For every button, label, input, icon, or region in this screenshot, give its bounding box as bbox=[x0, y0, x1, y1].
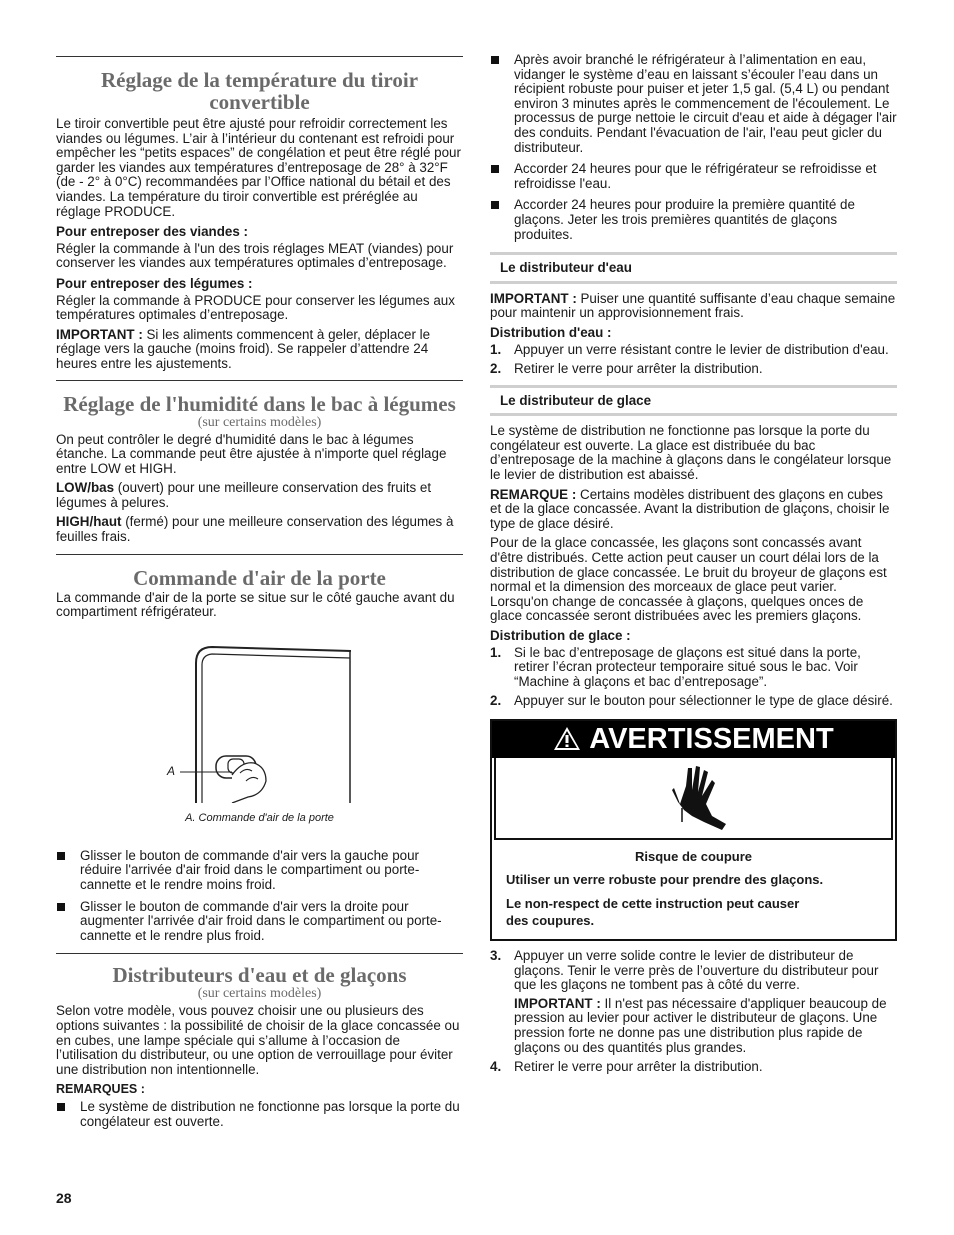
step-text: Retirer le verre pour arrêter la distribution. bbox=[514, 361, 763, 377]
warning-title bbox=[492, 721, 895, 758]
step-text: Appuyer un verre solide contre le levier de distributeur de glaçons. Tenir le verre près de l’ouverture du distributeur pour que les glaçons ne tombent pas à côté du verre. bbox=[514, 947, 879, 993]
list-item bbox=[490, 53, 897, 155]
warning-triangle-icon bbox=[553, 726, 581, 751]
divider bbox=[56, 953, 463, 954]
important-label: IMPORTANT : bbox=[514, 995, 601, 1011]
bullet-square-icon bbox=[57, 1103, 65, 1111]
section-subtitle: (sur certains modèles) bbox=[197, 986, 322, 1002]
step-number: 2. bbox=[490, 693, 502, 709]
paragraph bbox=[56, 328, 463, 372]
page-number: 28 bbox=[56, 1190, 72, 1206]
bullet-text: Accorder 24 heures pour que le réfrigérateur se refroidisse et refroidisse l'eau. bbox=[514, 161, 877, 191]
section-title-humidity: Réglage de l'humidité dans le bac à légumes bbox=[63, 391, 456, 416]
important-label: IMPORTANT : bbox=[490, 290, 577, 306]
bullet-square-icon bbox=[57, 852, 65, 860]
subheading: Pour entreposer des légumes : bbox=[56, 275, 253, 291]
list-item bbox=[490, 362, 897, 377]
warning-line: Le non-respect de cette instruction peut causer des coupures. bbox=[506, 895, 800, 928]
divider bbox=[56, 56, 463, 57]
warning-icon-panel bbox=[494, 758, 893, 840]
low-text: (ouvert) pour une meilleure conservation des fruits et légumes à pelures. bbox=[56, 480, 432, 510]
paragraph: Pour de la glace concassée, les glaçons sont concassés avant d'être distribués. Cette action peut causer un court délai lors de la distribution de glace concassée. Le bruit du broyeur de glaçons est normal et la dimension des morceaux de glace peut varier. Lorsqu'on change de concassée à glaçons, quelques onces de glace concassée seront distribuées avec les premiers glaçons. bbox=[490, 535, 887, 624]
step-number: 1. bbox=[490, 341, 502, 357]
low-label: LOW/bas bbox=[56, 480, 115, 496]
list-item bbox=[490, 162, 897, 191]
paragraph bbox=[490, 488, 897, 532]
subheading: Pour entreposer des viandes : bbox=[56, 224, 248, 240]
bullet-square-icon bbox=[491, 56, 499, 64]
list-item bbox=[490, 343, 897, 358]
paragraph: La commande d'air de la porte se situe sur le côté gauche avant du compartiment réfrigérateur. bbox=[56, 589, 455, 620]
remark-text: Certains modèles distribuent des glaçons en cubes et de la glace concassée. Avant la distribution de glaçons, choisir le type de glace désiré. bbox=[490, 486, 890, 531]
door-air-illustration bbox=[56, 625, 463, 803]
cut-hand-icon bbox=[662, 764, 732, 834]
section-title-dispensers: Distributeurs d'eau et de glaçons bbox=[112, 963, 407, 988]
bullet-text: Après avoir branché le réfrigérateur à l’alimentation en eau, vidanger le système d’eau en laissant s’écouler l’eau dans un récipient robuste pour puiser et jeter 1,5 gal. (5,4 L) ou pendant environ 3 minutes après le commencement de l'écoulement. Le processus de purge nettoie le circuit d'eau et aide à dégager l'air des conduits. Pendant l'évacuation de l'air, l'eau peut gicler du distributeur. bbox=[514, 52, 897, 155]
list-item bbox=[490, 1060, 897, 1075]
section-title-door-air: Commande d'air de la porte bbox=[133, 565, 386, 590]
important-text: Il n'est pas nécessaire d'appliquer beaucoup de pression au levier pour activer le distributeur de glaçons. Une pression forte ne donne pas une distribution plus rapide de glaçons ou des quantités plus grandes. bbox=[514, 995, 887, 1055]
high-label: HIGH/haut bbox=[56, 514, 122, 530]
list-item bbox=[56, 849, 463, 893]
paragraph: Régler la commande à PRODUCE pour conserver les légumes aux températures optimales d’entreposage. bbox=[56, 292, 455, 323]
paragraph: Le tiroir convertible peut être ajusté pour refroidir correctement les viandes ou légumes. L’air à l’intérieur du contenant est refroidi pour empêcher les “petits espaces” de congélation et peut être réglé pour garder les viandes aux températures d’entreposage de 28° à 32°F (de - 2° à 0°C) recommandées par l’Office national du bétail et des viandes. La température du tiroir convertible est préréglée au réglage PRODUCE. bbox=[56, 116, 461, 219]
subheading: Distribution de glace : bbox=[490, 628, 631, 643]
list-item bbox=[490, 198, 897, 242]
left-column bbox=[56, 0, 463, 1136]
list-item bbox=[56, 900, 463, 944]
paragraph bbox=[56, 515, 463, 544]
figure-caption: A. Commande d'air de la porte bbox=[185, 811, 334, 824]
paragraph: Régler la commande à l'un des trois réglages MEAT (viandes) pour conserver les viandes aux températures optimales d’entreposage. bbox=[56, 240, 454, 271]
step-number: 1. bbox=[490, 644, 502, 660]
important-label: IMPORTANT : bbox=[56, 326, 143, 342]
paragraph bbox=[56, 481, 463, 510]
step-text: Si le bac d’entreposage de glaçons est situé dans la porte, retirer l’écran protecteur temporaire situé sous le bac. Voir “Machine à glaçons et bac d’entreposage”. bbox=[514, 644, 861, 689]
bullet-square-icon bbox=[57, 903, 65, 911]
door-air-figure bbox=[56, 625, 463, 824]
remarks-heading: REMARQUES : bbox=[56, 1082, 145, 1097]
step-number: 4. bbox=[490, 1059, 502, 1075]
paragraph: Selon votre modèle, vous pouvez choisir une ou plusieurs des options suivantes : la possibilité de choisir de la glace concassée ou en cubes, une lampe spéciale qui s’allume à l’occasion de l’utilisation du distributeur, ou une option de verrouillage pour éviter une distribution non intentionnelle. bbox=[56, 1003, 460, 1077]
paragraph: Le système de distribution ne fonctionne pas lorsque la porte du congélateur est ouverte. La glace est distribuée du bac d’entreposage de la machine à glaçons dans le congélateur lorsque le levier de distribution est abaissé. bbox=[490, 423, 892, 483]
bullet-text: Glisser le bouton de commande d'air vers la gauche pour réduire l'arrivée d'air froid dans le compartiment ou porte-cannette et le rendre moins froid. bbox=[80, 847, 420, 893]
high-text: (fermé) pour une meilleure conservation des légumes à feuilles frais. bbox=[56, 514, 454, 545]
warning-body bbox=[492, 840, 895, 939]
bullet-text: Glisser le bouton de commande d'air vers la droite pour augmenter l'arrivée d'air froid dans le compartiment ou porte-cannette et le rendre plus froid. bbox=[80, 898, 442, 943]
bullet-square-icon bbox=[491, 165, 499, 173]
step-text: Appuyer un verre résistant contre le levier de distribution d'eau. bbox=[514, 341, 889, 357]
divider bbox=[56, 380, 463, 381]
warning-line: Utiliser un verre robuste pour prendre des glaçons. bbox=[506, 871, 824, 887]
step-text: Appuyer sur le bouton pour sélectionner le type de glace désiré. bbox=[514, 693, 893, 709]
subheading: Distribution d'eau : bbox=[490, 324, 612, 340]
remark-label: REMARQUE : bbox=[490, 486, 577, 502]
subsection-title-ice: Le distributeur de glace bbox=[490, 385, 897, 417]
divider bbox=[56, 554, 463, 555]
subsection-title-water: Le distributeur d'eau bbox=[490, 252, 897, 284]
paragraph bbox=[514, 997, 897, 1055]
list-item bbox=[490, 949, 897, 1055]
important-text: Puiser une quantité suffisante d’eau chaque semaine pour maintenir un approvisionnement frais. bbox=[490, 290, 896, 321]
paragraph: On peut contrôler le degré d'humidité dans le bac à légumes étanche. La commande peut être ajustée à n'importe quel réglage entre LOW et HIGH. bbox=[56, 431, 447, 476]
step-number: 3. bbox=[490, 947, 502, 963]
list-item bbox=[490, 694, 897, 709]
warning-box bbox=[490, 719, 897, 941]
bullet-square-icon bbox=[491, 201, 499, 209]
warning-title-text: AVERTISSEMENT bbox=[589, 722, 834, 755]
figure-label-a: A bbox=[167, 763, 176, 778]
bullet-text: Le système de distribution ne fonctionne pas lorsque la porte du congélateur est ouverte. bbox=[80, 1098, 460, 1129]
list-item bbox=[56, 1100, 463, 1129]
important-text: Si les aliments commencent à geler, déplacer le réglage vers la gauche (moins froid). Se rappeler d’attendre 24 heures entre les ajustements. bbox=[56, 326, 431, 371]
right-column bbox=[490, 0, 897, 1080]
list-item bbox=[490, 646, 897, 690]
step-text: Retirer le verre pour arrêter la distribution. bbox=[514, 1059, 763, 1075]
section-title-drawer-temp: Réglage de la température du tiroir convertible bbox=[100, 68, 419, 114]
section-subtitle: (sur certains modèles) bbox=[197, 414, 322, 430]
bullet-text: Accorder 24 heures pour produire la première quantité de glaçons. Jeter les trois premières quantités de glaçons produites. bbox=[514, 197, 855, 242]
paragraph bbox=[490, 292, 897, 321]
warning-risk: Risque de coupure bbox=[634, 848, 753, 864]
step-number: 2. bbox=[490, 361, 502, 377]
